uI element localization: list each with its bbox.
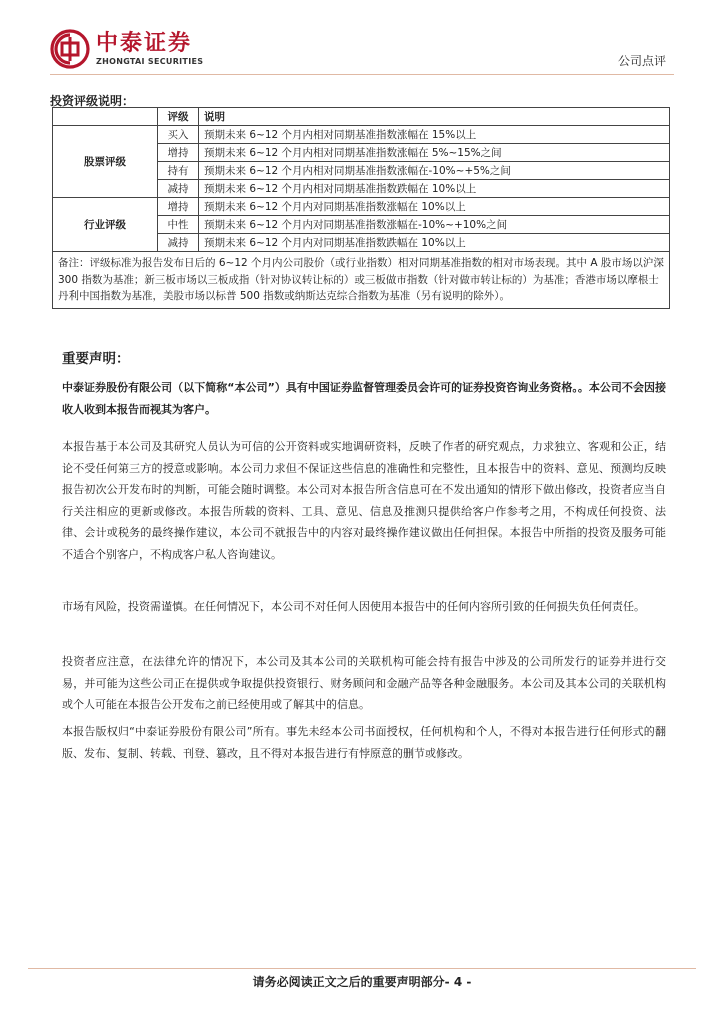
rating-level: 增持 (158, 198, 199, 216)
footer-divider (28, 968, 696, 969)
rating-description: 预期未来 6~12 个月内相对同期基准指数涨幅在 5%~15%之间 (199, 144, 670, 162)
declaration-title: 重要声明： (62, 351, 130, 367)
declaration-risk-warning: 市场有风险，投资需谨慎。在任何情况下，本公司不对任何人因使用本报告中的任何内容所引致的任何损失负任何责任。 (62, 600, 645, 613)
rating-description: 预期未来 6~12 个月内相对同期基准指数涨幅在-10%~+5%之间 (199, 162, 670, 180)
table-row (53, 198, 670, 216)
rating-description: 预期未来 6~12 个月内对同期基准指数涨幅在 10%以上 (199, 198, 670, 216)
company-logo (50, 28, 203, 70)
logo-english-name: ZHONGTAI SECURITIES (96, 56, 204, 66)
declaration-qualification: 中泰证券股份有限公司（以下简称“本公司”）具有中国证券监督管理委员会许可的证券投资咨询业务资格。。本公司不会因接收人收到本报告而视其为客户。 (62, 381, 666, 416)
table-row (53, 126, 670, 144)
rating-level: 买入 (158, 126, 199, 144)
declaration-conflict-notice: 投资者应注意，在法律允许的情况下，本公司及其本公司的关联机构可能会持有报告中涉及的公司所发行的证券并进行交易，并可能为这些公司正在提供或争取提供投资银行、财务顾问和金融产品等各种金融服务。本公司及其本公司的关联机构或个人可能在本报告公开发布之前已经使用或了解其中的信息。 (62, 655, 666, 711)
document-type: 公司点评 (617, 54, 666, 68)
rating-description: 预期未来 6~12 个月内相对同期基准指数涨幅在 15%以上 (199, 126, 670, 144)
rating-table (52, 107, 670, 309)
header-level: 评级 (158, 108, 199, 126)
rating-description: 预期未来 6~12 个月内对同期基准指数涨幅在-10%~+10%之间 (199, 216, 670, 234)
header-description: 说明 (199, 108, 670, 126)
stock-rating-label: 股票评级 (53, 126, 158, 198)
industry-rating-label: 行业评级 (53, 198, 158, 252)
rating-description: 预期未来 6~12 个月内对同期基准指数跌幅在 10%以上 (199, 234, 670, 252)
rating-level: 增持 (158, 144, 199, 162)
header-empty-cell (53, 108, 158, 126)
logo-chinese-name: 中泰证券 (96, 30, 193, 56)
rating-level: 减持 (158, 234, 199, 252)
header-divider (50, 74, 674, 75)
zhongtai-logo-icon (50, 29, 90, 69)
footer-text: 请务必阅读正文之后的重要声明部分- 4 - (252, 975, 472, 989)
rating-table-header (53, 108, 670, 126)
rating-level: 中性 (158, 216, 199, 234)
declaration-copyright: 本报告版权归“中泰证券股份有限公司”所有。事先未经本公司书面授权，任何机构和个人，不得对本报告进行任何形式的翻版、发布、复制、转载、刊登、篡改，且不得对本报告进行有悖原意的删节或修改。 (62, 725, 666, 760)
table-row (53, 252, 670, 309)
rating-level: 减持 (158, 180, 199, 198)
rating-note: 备注：评级标准为报告发布日后的 6~12 个月内公司股价（或行业指数）相对同期基准指数的相对市场表现。其中 A 股市场以沪深 300 指数为基准；新三板市场以三板成指（针对协议转让标的）或三板做市指数（针对做市转让标的）为基准；香港市场以摩根士丹利中国指数为基准，美股市场以标普 500 指数或纳斯达克综合指数为基准（另有说明的除外）。 (53, 252, 670, 309)
rating-description: 预期未来 6~12 个月内相对同期基准指数跌幅在 10%以上 (199, 180, 670, 198)
declaration-info-basis: 本报告基于本公司及其研究人员认为可信的公开资料或实地调研资料，反映了作者的研究观点，力求独立、客观和公正，结论不受任何第三方的授意或影响。本公司力求但不保证这些信息的准确性和完整性，且本报告中的资料、意见、预测均反映报告初次公开发布时的判断，可能会随时调整。本公司对本报告所含信息可在不发出通知的情形下做出修改，投资者应当自行关注相应的更新或修改。本报告所载的资料、工具、意见、信息及推测只提供给客户作参考之用，不构成任何投资、法律、会计或税务的最终操作建议，本公司不就报告中的内容对最终操作建议做出任何担保。本报告中所指的投资及服务可能不适合个别客户，不构成客户私人咨询建议。 (62, 440, 666, 561)
rating-section-title: 投资评级说明： (50, 94, 135, 108)
rating-level: 持有 (158, 162, 199, 180)
